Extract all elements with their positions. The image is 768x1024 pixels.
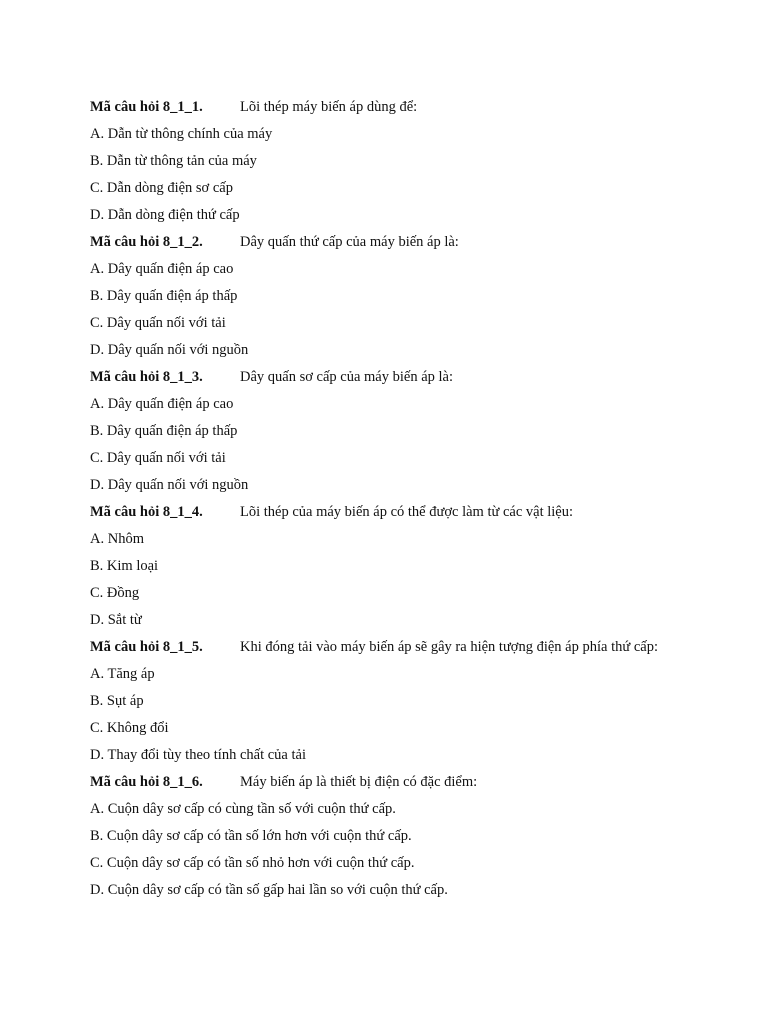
question-header — [90, 502, 690, 522]
question-code: Mã câu hỏi 8_1_3. — [90, 369, 203, 385]
answer-option-d: D. Cuộn dây sơ cấp có tần số gấp hai lần so với cuộn thứ cấp. — [90, 882, 448, 898]
answer-option-b: B. Sụt áp — [90, 693, 144, 709]
question-header — [90, 232, 690, 252]
answer-option-d: D. Sắt từ — [90, 612, 142, 628]
question-text: Khi đóng tải vào máy biến áp sẽ gây ra hiện tượng điện áp phía thứ cấp: — [240, 639, 658, 655]
question-8-1-6 — [90, 772, 690, 900]
answer-option-a: A. Dẫn từ thông chính của máy — [90, 126, 273, 142]
answer-option-b: B. Dây quấn điện áp thấp — [90, 288, 238, 304]
answer-option-d: D. Thay đổi tùy theo tính chất của tải — [90, 747, 306, 763]
question-text: Lõi thép máy biến áp dùng để: — [240, 99, 418, 115]
question-8-1-3 — [90, 367, 690, 495]
answer-option-d: D. Dẫn dòng điện thứ cấp — [90, 207, 240, 223]
question-text: Máy biến áp là thiết bị điện có đặc điểm: — [240, 774, 478, 790]
answer-option-c: C. Dây quấn nối với tải — [90, 450, 226, 466]
answer-option-b: B. Dây quấn điện áp thấp — [90, 423, 238, 439]
answer-option-c: C. Đồng — [90, 585, 140, 601]
question-code: Mã câu hỏi 8_1_5. — [90, 639, 203, 655]
answer-option-a: A. Cuộn dây sơ cấp có cùng tần số với cuộn thứ cấp. — [90, 801, 396, 817]
answer-option-c: C. Dây quấn nối với tải — [90, 315, 226, 331]
question-text: Dây quấn sơ cấp của máy biến áp là: — [240, 369, 454, 385]
answer-option-b: B. Dẫn từ thông tản của máy — [90, 153, 257, 169]
answer-option-d: D. Dây quấn nối với nguồn — [90, 477, 249, 493]
question-header — [90, 772, 690, 792]
question-code: Mã câu hỏi 8_1_2. — [90, 234, 203, 250]
answer-option-d: D. Dây quấn nối với nguồn — [90, 342, 249, 358]
question-code: Mã câu hỏi 8_1_4. — [90, 504, 203, 520]
answer-option-a: A. Nhôm — [90, 531, 144, 547]
question-text: Dây quấn thứ cấp của máy biến áp là: — [240, 234, 459, 250]
answer-option-a: A. Dây quấn điện áp cao — [90, 261, 234, 277]
answer-option-c: C. Không đổi — [90, 720, 169, 736]
answer-option-a: A. Dây quấn điện áp cao — [90, 396, 234, 412]
question-code: Mã câu hỏi 8_1_1. — [90, 99, 203, 115]
answer-option-b: B. Kim loại — [90, 558, 159, 574]
answer-option-c: C. Cuộn dây sơ cấp có tần số nhỏ hơn với cuộn thứ cấp. — [90, 855, 415, 871]
question-8-1-1 — [90, 97, 690, 225]
answer-option-c: C. Dẫn dòng điện sơ cấp — [90, 180, 233, 196]
answer-option-a: A. Tăng áp — [90, 666, 155, 682]
question-text: Lõi thép của máy biến áp có thể được làm từ các vật liệu: — [240, 504, 573, 520]
question-8-1-4 — [90, 502, 690, 630]
answer-option-b: B. Cuộn dây sơ cấp có tần số lớn hơn với cuộn thứ cấp. — [90, 828, 412, 844]
question-header — [90, 367, 690, 387]
question-header — [90, 637, 690, 657]
question-header — [90, 97, 690, 117]
question-8-1-2 — [90, 232, 690, 360]
document-page — [90, 97, 690, 907]
question-code: Mã câu hỏi 8_1_6. — [90, 774, 203, 790]
question-8-1-5 — [90, 637, 690, 765]
